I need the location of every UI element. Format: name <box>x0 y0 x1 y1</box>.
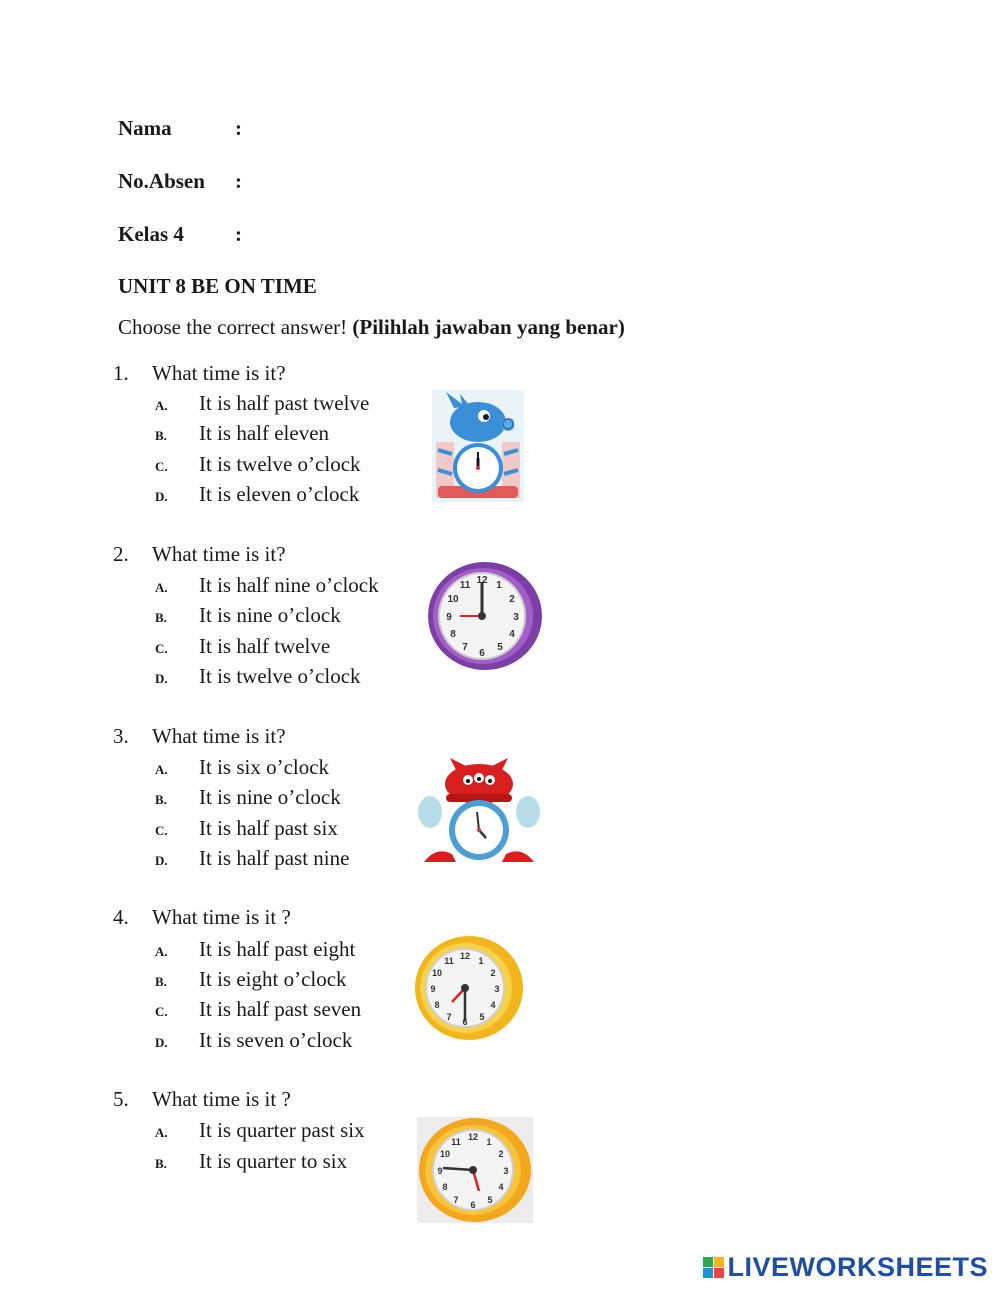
kelas-colon: : <box>235 222 242 246</box>
option-letter: A. <box>155 762 168 777</box>
option-letter: D. <box>155 671 168 686</box>
instruction <box>118 315 625 340</box>
absen-colon: : <box>235 169 242 193</box>
option-text[interactable]: It is nine o’clock <box>199 603 341 627</box>
instruction-bold: (Pilihlah jawaban yang benar) <box>352 315 625 339</box>
option-text[interactable]: It is half eleven <box>199 421 330 445</box>
svg-text:11: 11 <box>459 580 471 591</box>
instruction-plain: Choose the correct answer! <box>118 315 353 339</box>
option-letter: B. <box>155 792 167 807</box>
svg-text:5: 5 <box>497 642 503 653</box>
svg-text:7: 7 <box>446 1012 452 1022</box>
svg-text:8: 8 <box>442 1182 448 1192</box>
unit-title: UNIT 8 BE ON TIME <box>118 274 317 298</box>
question-number: 1. <box>113 361 129 385</box>
question-text: What time is it ? <box>152 1087 291 1111</box>
option-text[interactable]: It is nine o’clock <box>199 785 341 809</box>
option-letter: C. <box>155 823 168 838</box>
option-text[interactable]: It is half past eight <box>199 937 356 961</box>
svg-text:2: 2 <box>498 1149 504 1159</box>
liveworksheets-icon <box>703 1257 724 1278</box>
option-text[interactable]: It is seven o’clock <box>199 1028 353 1052</box>
option-text[interactable]: It is half past nine <box>199 846 350 870</box>
svg-text:8: 8 <box>450 629 456 640</box>
svg-text:9: 9 <box>446 612 452 623</box>
svg-text:4: 4 <box>498 1182 504 1192</box>
svg-text:9: 9 <box>430 984 436 994</box>
svg-text:2: 2 <box>490 968 496 978</box>
option-letter: C. <box>155 459 168 474</box>
option-letter: A. <box>155 580 168 595</box>
option-text[interactable]: It is half past twelve <box>199 391 370 415</box>
option-letter: A. <box>155 1125 168 1140</box>
option-text[interactable]: It is half twelve <box>199 634 331 658</box>
svg-text:1: 1 <box>478 956 484 966</box>
question-number: 5. <box>113 1087 129 1111</box>
nama-label: Nama <box>118 116 172 140</box>
svg-text:10: 10 <box>447 594 459 605</box>
svg-text:6: 6 <box>479 648 485 659</box>
bird-clock-icon <box>432 390 524 502</box>
option-letter: A. <box>155 944 168 959</box>
option-letter: A. <box>155 398 168 413</box>
nama-colon: : <box>235 116 242 140</box>
question-number: 3. <box>113 724 129 748</box>
option-text[interactable]: It is twelve o’clock <box>199 452 361 476</box>
svg-text:1: 1 <box>486 1137 492 1147</box>
svg-text:11: 11 <box>451 1137 461 1147</box>
option-text[interactable]: It is half past seven <box>199 997 362 1021</box>
svg-text:12: 12 <box>467 1132 479 1142</box>
question-text: What time is it? <box>152 361 286 385</box>
svg-text:4: 4 <box>509 629 515 640</box>
svg-text:10: 10 <box>439 1149 451 1159</box>
yellow-clock-icon <box>414 935 524 1041</box>
option-text[interactable]: It is twelve o’clock <box>199 664 361 688</box>
question-number: 2. <box>113 542 129 566</box>
svg-text:7: 7 <box>453 1195 459 1205</box>
question-text: What time is it ? <box>152 905 291 929</box>
svg-text:8: 8 <box>434 1000 440 1010</box>
option-text[interactable]: It is eleven o’clock <box>199 482 360 506</box>
svg-text:5: 5 <box>479 1012 485 1022</box>
option-letter: B. <box>155 428 167 443</box>
liveworksheets-logo <box>703 1252 988 1283</box>
svg-text:1: 1 <box>496 580 502 591</box>
question-number: 4. <box>113 905 129 929</box>
kelas-label: Kelas 4 <box>118 222 184 246</box>
option-letter: D. <box>155 489 168 504</box>
svg-text:6: 6 <box>462 1017 468 1027</box>
brand-name: LIVEWORKSHEETS <box>727 1252 988 1282</box>
purple-clock-icon <box>426 560 544 672</box>
option-letter: D. <box>155 1035 168 1050</box>
option-text[interactable]: It is half past six <box>199 816 338 840</box>
svg-text:2: 2 <box>509 594 515 605</box>
svg-text:7: 7 <box>462 642 468 653</box>
svg-text:3: 3 <box>503 1166 509 1176</box>
question-text: What time is it? <box>152 542 286 566</box>
svg-text:3: 3 <box>494 984 500 994</box>
option-text[interactable]: It is quarter to six <box>199 1149 348 1173</box>
option-text[interactable]: It is eight o’clock <box>199 967 347 991</box>
svg-text:6: 6 <box>470 1200 476 1210</box>
option-text[interactable]: It is half nine o’clock <box>199 573 379 597</box>
option-letter: B. <box>155 1156 167 1171</box>
svg-text:4: 4 <box>490 1000 496 1010</box>
svg-text:12: 12 <box>476 575 488 586</box>
svg-text:12: 12 <box>459 951 471 961</box>
svg-text:11: 11 <box>444 956 454 966</box>
option-letter: D. <box>155 853 168 868</box>
svg-text:9: 9 <box>437 1166 443 1176</box>
svg-text:10: 10 <box>431 968 443 978</box>
monster-clock-icon <box>416 758 542 868</box>
option-text[interactable]: It is six o’clock <box>199 755 330 779</box>
option-letter: C. <box>155 1004 168 1019</box>
absen-label: No.Absen <box>118 169 205 193</box>
orange-clock-icon <box>417 1117 533 1223</box>
svg-text:5: 5 <box>487 1195 493 1205</box>
question-text: What time is it? <box>152 724 286 748</box>
svg-text:3: 3 <box>513 612 519 623</box>
option-letter: C. <box>155 641 168 656</box>
option-letter: B. <box>155 610 167 625</box>
option-letter: B. <box>155 974 167 989</box>
option-text[interactable]: It is quarter past six <box>199 1118 365 1142</box>
